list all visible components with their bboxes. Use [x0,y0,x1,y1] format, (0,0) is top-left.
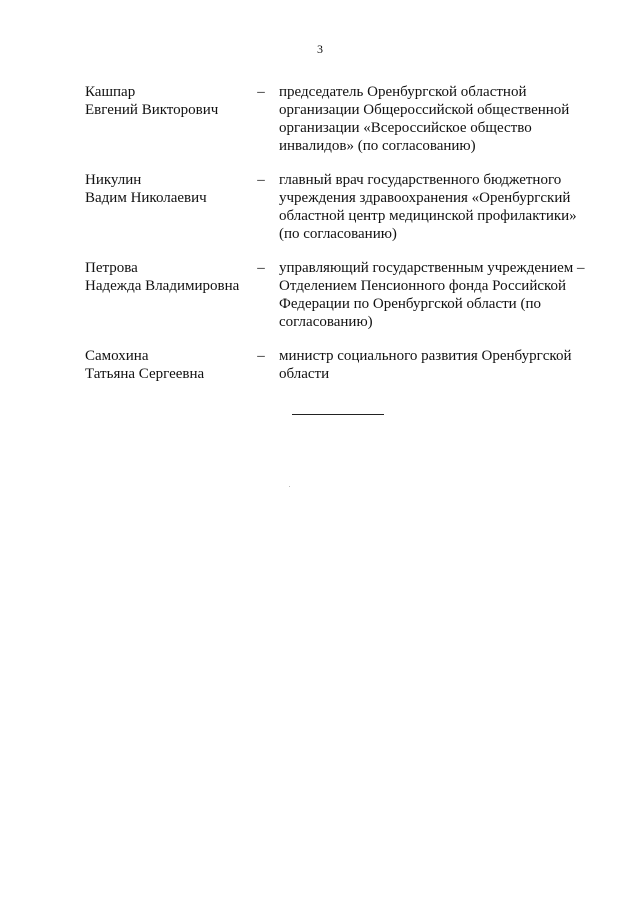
member-entry [0,259,640,347]
member-name [85,171,250,207]
member-given-names: Надежда Владимировна [85,278,240,294]
member-surname: Никулин [85,172,142,188]
member-name [85,259,250,295]
position-line: председатель Оренбургской областной [279,84,527,100]
member-surname: Петрова [85,260,138,276]
position-line: согласованию) [279,314,373,330]
position-line: инвалидов» (по согласованию) [279,138,476,154]
member-given-names: Татьяна Сергеевна [85,366,205,382]
member-given-names: Вадим Николаевич [85,190,207,206]
member-surname: Кашпар [85,84,136,100]
page-number: 3 [317,42,323,56]
member-name [85,83,250,119]
position-line: Федерации по Оренбургской области (по [279,296,541,312]
position-line: управляющий государственным учреждением – [279,260,585,276]
position-line: организации «Всероссийское общество [279,120,532,136]
member-given-names: Евгений Викторович [85,102,219,118]
scan-speck [289,486,290,487]
member-entry [0,83,640,171]
member-position [279,83,589,155]
member-position [279,259,589,331]
separator-dash: – [257,172,265,188]
separator-dash: – [257,260,265,276]
position-line: областной центр медицинской профилактики» [279,208,577,224]
separator-dash: – [257,348,265,364]
position-line: учреждения здравоохранения «Оренбургский [279,190,571,206]
member-position [279,171,589,243]
member-surname: Самохина [85,348,149,364]
member-list [0,83,640,417]
end-of-list-rule [292,414,384,415]
position-line: главный врач государственного бюджетного [279,172,562,188]
position-line: Отделением Пенсионного фонда Российской [279,278,567,294]
position-line: области [279,366,330,382]
separator-dash: – [257,84,265,100]
member-entry [0,347,640,417]
member-position [279,347,589,383]
member-name [85,347,250,383]
position-line: организации Общероссийской общественной [279,102,570,118]
position-line: (по согласованию) [279,226,397,242]
member-entry [0,171,640,259]
position-line: министр социального развития Оренбургской [279,348,572,364]
